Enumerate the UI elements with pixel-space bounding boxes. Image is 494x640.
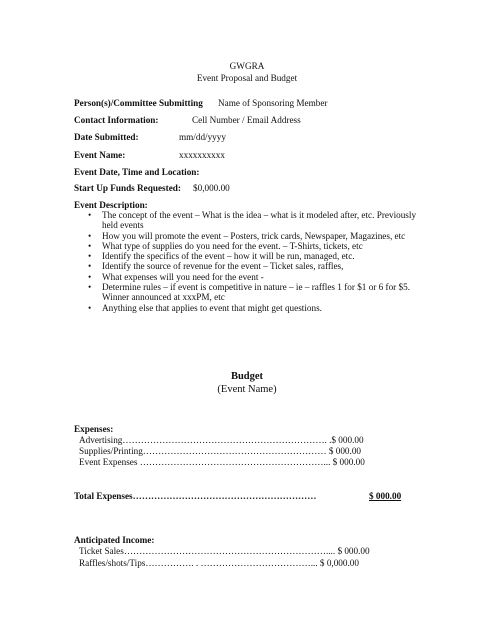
expense-row: Advertising…………………………………………………………. .$ 000.00 [79,435,364,445]
bullet-icon: • [88,261,92,272]
org-title: GWGRA [229,61,265,71]
expense-row: Supplies/Printing…………………………………………………… $ 000.00 [79,446,362,456]
list-item: • Determine rules – if event is competitive in nature – ie – raffles 1 for $1 or 6 for $5. Winner announced at xxxPM, etc [88,282,411,303]
income-row: Raffles/shots/Tips……………. . ………………………………... $ 0,000.00 [79,558,359,568]
list-item: • The concept of the event – What is the idea – what is it modeled after, etc. Previously held events [88,210,417,231]
bullet-icon: • [88,302,92,313]
event-name-value: xxxxxxxxxx [179,150,225,160]
event-date-label: Event Date, Time and Location: [74,167,200,177]
total-expenses-value: $ 000.00 [369,491,402,501]
date-value: mm/dd/yyyy [179,132,226,142]
list-item: • What type of supplies do you need for the event. – T-Shirts, tickets, etc [88,240,363,251]
bullet-icon: • [88,210,92,220]
bullet-icon: • [88,251,92,262]
contact-value: Cell Number / Email Address [192,115,301,125]
document-subtitle: Event Proposal and Budget [196,73,298,83]
bullet-icon: • [88,230,92,241]
list-item: • How you will promote the event – Posters, trick cards, Newspaper, Magazines, etc [88,230,406,241]
bullet-icon: • [88,271,92,282]
bullet-icon: • [88,282,92,293]
submitter-label: Person(s)/Committee Submitting [74,98,203,108]
funds-label: Start Up Funds Requested: [74,183,181,193]
budget-title: Budget [230,371,264,382]
expenses-heading: Expenses: [74,424,114,434]
event-name-label: Event Name: [74,150,126,160]
income-heading: Anticipated Income: [74,535,155,545]
submitter-value: Name of Sponsoring Member [218,98,328,108]
date-label: Date Submitted: [74,132,139,142]
total-expenses-label: Total Expenses…………………………………………………… [74,491,317,501]
funds-value: $0,000.00 [193,183,230,193]
bullet-icon: • [88,240,92,251]
income-row: Ticket Sales………………………………………………………….... $ 000.00 [79,546,370,556]
description-heading: Event Description: [74,200,148,210]
contact-label: Contact Information: [74,115,159,125]
list-item: • Anything else that applies to event that might get questions. [88,302,322,313]
list-item: • Identify the specifics of the event – how it will be run, managed, etc. [88,251,355,262]
list-item: • What expenses will you need for the event - [88,271,264,282]
expense-row: Event Expenses ……………………………………………………... $ 000.00 [79,457,365,467]
list-item: • Identify the source of revenue for the event – Ticket sales, raffles, [88,261,344,272]
description-list [88,210,428,313]
budget-subtitle: (Event Name) [217,384,277,395]
